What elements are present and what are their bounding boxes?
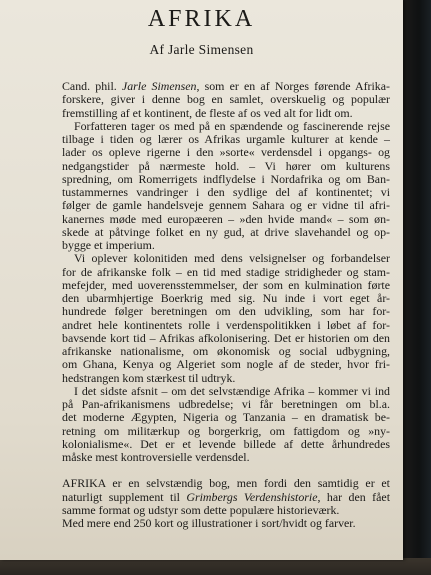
text-line: hundrede følger beretningen om den udvikling, som har for- xyxy=(62,304,390,319)
text-line: det moderne Ægypten, Nigeria og Tanzania – en dramatisk be- xyxy=(62,410,390,425)
text-line: for de afrikanske folk – en tid med stadige stridigheder og stam- xyxy=(62,264,390,279)
text-line: hedstrangen kom stærkest til udtryk. xyxy=(62,370,236,385)
text-line: forskere, giver i denne bog en samlet, overskuelig og populær xyxy=(62,92,390,107)
text-line: den ubarmhjertige Boerkrig med sig. Nu inde i vort eget år- xyxy=(62,291,390,305)
text-line: I det sidste afsnit – om det selvstændige Afrika – kommer vi ind xyxy=(74,383,390,398)
text-line: tilbage i tiden og lærer os Afrikas urgamle kulturer at kende – xyxy=(62,132,390,146)
text-line: Forfatteren tager os med på en spændende og fascinerende rejse xyxy=(74,118,390,133)
text-line: bygge et imperium. xyxy=(62,238,155,252)
text-line: måske mest kontroversielle verdensdel. xyxy=(62,450,250,464)
background-edge xyxy=(401,0,431,575)
text-line: naturligt supplement til Grimbergs Verdenshistorie, har den fået xyxy=(62,489,390,504)
text-line: spredning, om Romerrigets indflydelse i Nordafrika og om Ban- xyxy=(62,171,390,186)
text-line: tustammernes vandringer i den sydlige del af kontinentet; vi xyxy=(62,185,390,199)
blurb-text xyxy=(62,80,390,530)
series-title-italic: Grimbergs Verdenshistorie xyxy=(186,489,318,504)
text-line: andret hele kontinentets rolle i verdenspolitikken i løbet af for- xyxy=(62,317,390,332)
author-name-italic: Jarle Simensen xyxy=(121,79,197,93)
text-line: kolonialisme«. Det er et levende billede af dette århundredes xyxy=(62,436,390,451)
text-line: på Pan-afrikanismens udbredelse; vi får beretningen om bl.a. xyxy=(62,397,390,411)
text-line: fremstilling af et kontinent, de fleste af os ved alt for lidt om. xyxy=(62,105,353,120)
text-line: AFRIKA er en selvstændig bog, men fordi den samtidig er et xyxy=(62,476,390,491)
text-line: om Ghana, Kenya og Algeriet som nogle af de steder, hvor fri- xyxy=(62,357,390,372)
text-line: nedgangstider på nærmeste hold. – Vi hører om kulturens xyxy=(62,158,390,173)
text-line: mefejder, med uoverensstemmelser, der som en kulmination førte xyxy=(62,277,390,292)
book-author: Af Jarle Simensen xyxy=(149,42,254,57)
text-line: retning om militærkup og borgerkrig, om fattigdom og »ny- xyxy=(62,423,390,438)
text-line: Vi oplever kolonitiden med dens velsignelser og forbandelser xyxy=(74,251,390,266)
text-line: bavsende kort tid – Afrikas afkolonisering. Det er historien om den xyxy=(62,330,390,345)
text-line: lader os opleve rigerne i den »sorte« verdensdel i opgangs- og xyxy=(62,145,390,160)
text-line: samme format og udstyr som dette populære historieværk. xyxy=(62,502,340,517)
text-line: følger de gamle handelsveje gennem Sahara og er vidne til afri- xyxy=(62,198,390,213)
text-line: Med mere end 250 kort og illustrationer i sort/hvidt og farver. xyxy=(62,516,356,530)
text-line: Cand. phil. Jarle Simensen, som er en af Norges førende Afrika- xyxy=(62,79,390,93)
background-surface xyxy=(0,558,431,575)
text-line: kanernes møde med europæeren – »den hvide mand« – som øn- xyxy=(62,211,390,226)
text-line: skede at påtvinge folket en ny gud, at drive slavehandel og op- xyxy=(62,224,390,239)
text-line: afrikanske nationalisme, om økonomisk og social udbygning, xyxy=(62,344,390,358)
book-title: AFRIKA xyxy=(147,6,256,32)
